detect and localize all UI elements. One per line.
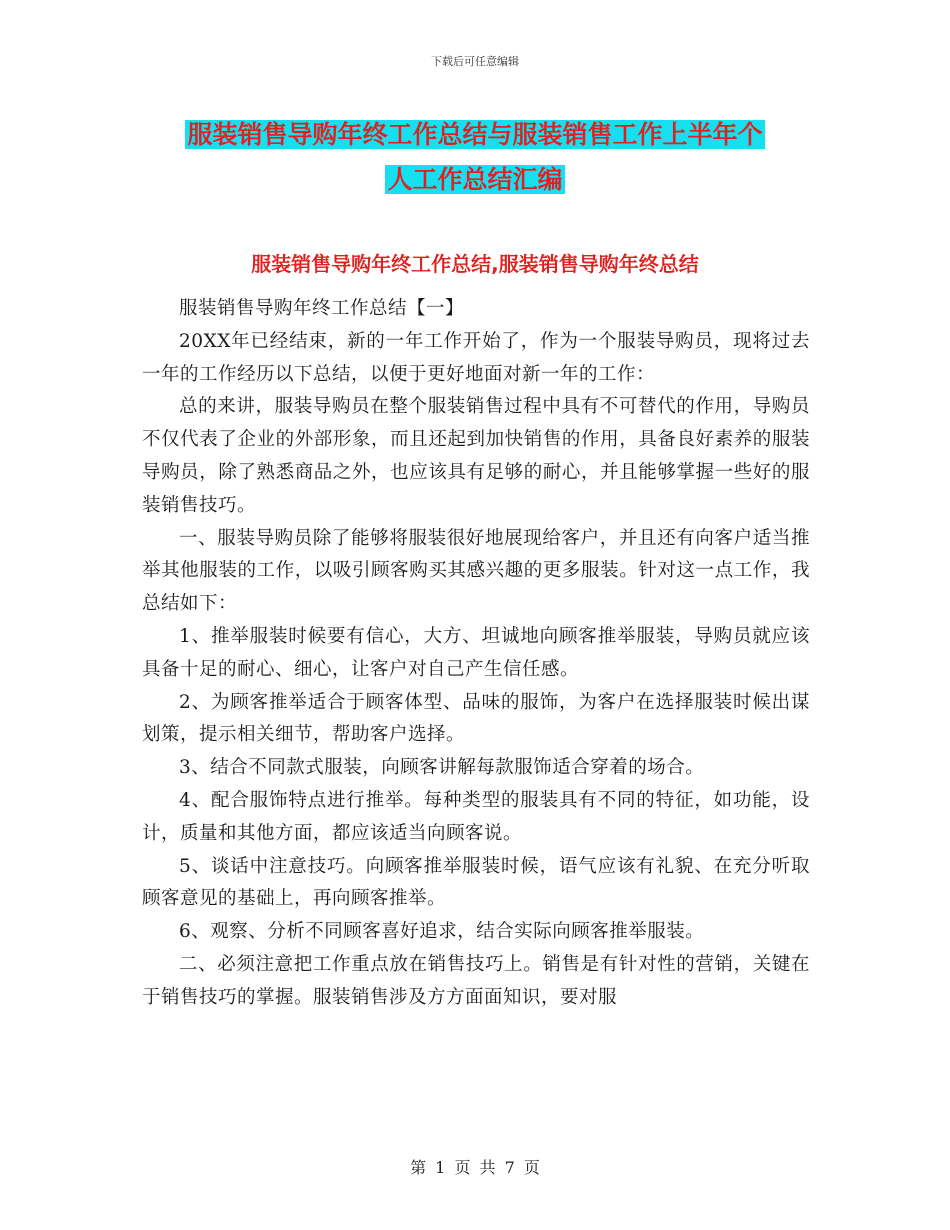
paragraph: 总的来讲，服装导购员在整个服装销售过程中具有不可替代的作用，导购员不仅代表了企业的外部形象，而且还起到加快销售的作用，具备良好素养的服装导购员，除了熟悉商品之外，也应该具有足够的耐心，并且能够掌握一些好的服装销售技巧。: [142, 396, 810, 516]
paragraph: 3、结合不同款式服装，向顾客讲解每款服饰适合穿着的场合。: [179, 757, 705, 779]
header-note: 下载后可任意编辑: [431, 55, 519, 68]
paragraph: 5、谈话中注意技巧。向顾客推举服装时候，语气应该有礼貌、在充分听取顾客意见的基础上，再向顾客推举。: [142, 855, 810, 910]
paragraph: 6、观察、分析不同顾客喜好追求，结合实际向顾客推举服装。: [179, 921, 705, 943]
page-number: 第 1 页 共 7 页: [410, 1158, 540, 1177]
paragraph: 4、配合服饰特点进行推举。每种类型的服装具有不同的特征，如功能，设计，质量和其他方面，都应该适当向顾客说。: [142, 789, 810, 844]
body-text: [142, 293, 810, 1015]
paragraph: 20XX年已经结束，新的一年工作开始了，作为一个服装导购员，现将过去一年的工作经历以下总结，以便于更好地面对新一年的工作：: [142, 330, 810, 385]
paragraph: 服装销售导购年终工作总结【一】: [179, 298, 465, 319]
paragraph: 2、为顾客推举适合于顾客体型、品味的服饰，为客户在选择服装时候出谋划策，提示相关细节，帮助客户选择。: [142, 691, 810, 746]
document-title-line-2: 人工作总结汇编: [387, 165, 563, 194]
section-heading: 服装销售导购年终工作总结,服装销售导购年终总结: [251, 252, 699, 276]
document-title: [0, 112, 950, 202]
document-title-line-1: 服装销售导购年终工作总结与服装销售工作上半年个: [187, 120, 763, 149]
paragraph: 二、必须注意把工作重点放在销售技巧上。销售是有针对性的营销，关键在于销售技巧的掌握。服装销售涉及方方面面知识，要对服: [142, 953, 810, 1008]
paragraph: 一、服装导购员除了能够将服装很好地展现给客户，并且还有向客户适当推举其他服装的工作，以吸引顾客购买其感兴趣的更多服装。针对这一点工作，我总结如下：: [142, 527, 810, 615]
paragraph: 1、推举服装时候要有信心，大方、坦诚地向顾客推举服装，导购员就应该具备十足的耐心、细心，让客户对自己产生信任感。: [142, 625, 810, 680]
